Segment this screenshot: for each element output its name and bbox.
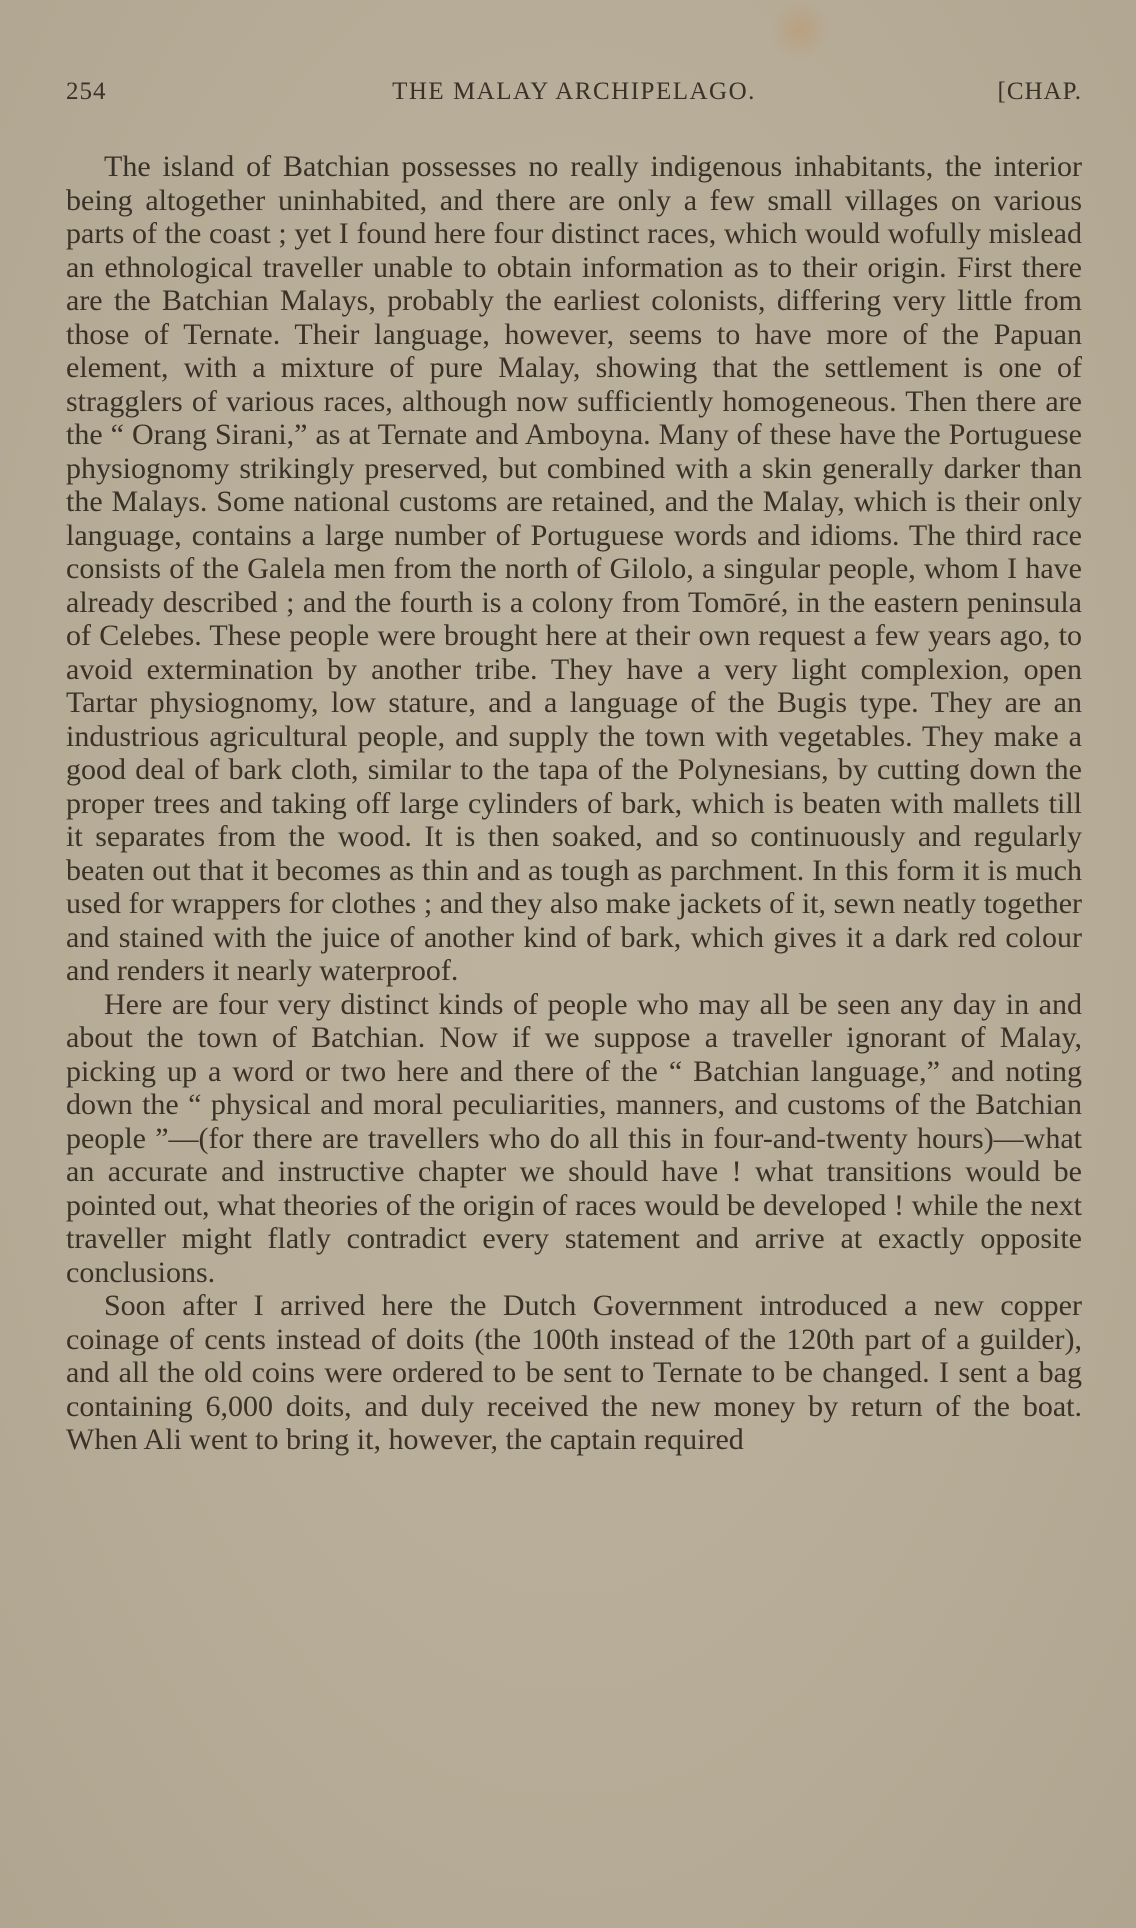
paragraph: Soon after I arrived here the Dutch Government introduced a new copper coinage of cents instead of doits (the 100th instead of the 120th part of a guilder), and all the old coins were ordered to be sent to Ternate to be changed. I sent a bag containing 6,000 doits, and duly received the new money by return of the boat. When Ali went to bring it, however, the captain required: [66, 1289, 1082, 1456]
paper-stain: [770, 0, 830, 60]
running-header: [66, 78, 1082, 112]
running-title: THE MALAY ARCHIPELAGO.: [392, 78, 756, 105]
paragraph: Here are four very distinct kinds of people who may all be seen any day in and about the town of Batchian. Now if we suppose a traveller ignorant of Malay, picking up a word or two here and there of the “ Batchian language,” and noting down the “ physical and moral peculiarities, manners, and customs of the Batchian people ”—(for there are travellers who do all this in four-and-twenty hours)—what an accurate and instructive chapter we should have ! what transitions would be pointed out, what theories of the origin of races would be developed ! while the next traveller might flatly contradict every statement and arrive at exactly opposite conclusions.: [66, 987, 1082, 1289]
page-number: 254: [66, 78, 107, 105]
chapter-marker: [CHAP.: [997, 78, 1082, 105]
paragraph: The island of Batchian possesses no really indigenous inhabitants, the interior being altogether uninhabited, and there are only a few small villages on various parts of the coast ; yet I found here four distinct races, which would wofully mislead an ethnological traveller unable to obtain information as to their origin. First there are the Batchian Malays, probably the earliest colonists, differing very little from those of Ternate. Their language, however, seems to have more of the Papuan element, with a mixture of pure Malay, showing that the settlement is one of stragglers of various races, although now sufficiently homogeneous. Then there are the “ Orang Sirani,” as at Ternate and Amboyna. Many of these have the Portuguese physiognomy strikingly preserved, but combined with a skin generally darker than the Malays. Some national customs are retained, and the Malay, which is their only language, contains a large number of Portuguese words and idioms. The third race consists of the Galela men from the north of Gilolo, a singular people, whom I have already described ; and the fourth is a colony from Tomōré, in the eastern peninsula of Celebes. These people were brought here at their own request a few years ago, to avoid extermination by another tribe. They have a very light complexion, open Tartar physiognomy, low stature, and a language of the Bugis type. They are an industrious agricultural people, and supply the town with vegetables. They make a good deal of bark cloth, similar to the tapa of the Polynesians, by cutting down the proper trees and taking off large cylinders of bark, which is beaten with mallets till it separates from the wood. It is then soaked, and so continuously and regularly beaten out that it becomes as thin and as tough as parchment. In this form it is much used for wrappers for clothes ; and they also make jackets of it, sewn neatly together and stained with the juice of another kind of bark, which gives it a dark red colour and renders it nearly waterproof.: [66, 150, 1082, 987]
body-text: [66, 150, 1082, 1457]
